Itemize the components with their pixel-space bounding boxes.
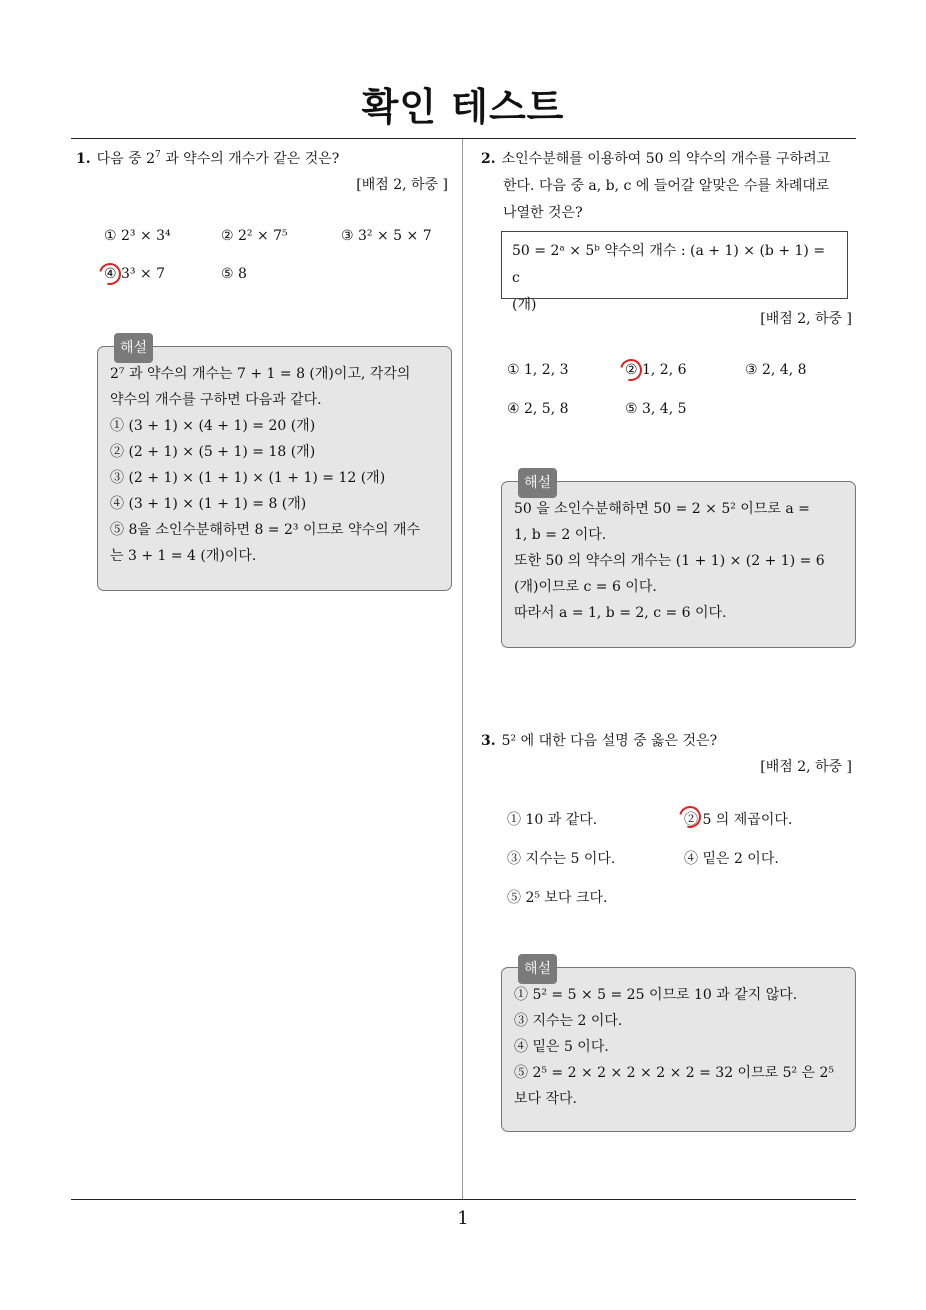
- solution-line: ① (3 + 1) × (4 + 1) = 20 (개): [110, 418, 316, 434]
- question-1: [76, 146, 339, 173]
- solution-line: 또한 50 의 약수의 개수는 (1 + 1) × (2 + 1) = 6: [514, 553, 825, 569]
- question-text-pre: 다음 중 2: [96, 151, 156, 167]
- solution-line: 2⁷ 과 약수의 개수는 7 + 1 = 8 (개)이고, 각각의: [110, 366, 411, 382]
- q2-option-5[interactable]: ⑤ 3, 4, 5: [625, 401, 687, 417]
- question-number: 1.: [76, 151, 91, 167]
- page-number: 1: [457, 1208, 469, 1229]
- question-2: [481, 146, 861, 227]
- solution-line: (개)이므로 c = 6 이다.: [514, 579, 657, 595]
- question-text: 한다. 다음 중 a, b, c 에 들어갈 알맞은 수를 차례대로: [503, 178, 830, 194]
- question-text: 소인수분해를 이용하여 50 의 약수의 개수를 구하려고: [501, 151, 831, 167]
- top-rule: [71, 138, 856, 139]
- q2-option-1[interactable]: ① 1, 2, 3: [507, 362, 569, 378]
- column-divider: [462, 139, 463, 1200]
- solution-line: 는 3 + 1 = 4 (개)이다.: [110, 548, 257, 564]
- solution-line: ④ (3 + 1) × (1 + 1) = 8 (개): [110, 496, 307, 512]
- q2-solution-box: [501, 475, 856, 648]
- q1-option-2[interactable]: ② 2² × 7⁵: [221, 228, 288, 244]
- bottom-rule: [71, 1199, 856, 1200]
- q3-solution-box: [501, 961, 856, 1132]
- solution-line: ⑤ 8을 소인수분해하면 8 = 2³ 이므로 약수의 개수: [110, 522, 421, 538]
- question-text: 5² 에 대한 다음 설명 중 옳은 것은?: [501, 733, 718, 749]
- solution-line: 보다 작다.: [514, 1091, 577, 1107]
- question-3: [481, 728, 717, 755]
- question-number: 2.: [481, 151, 496, 167]
- q1-option-5[interactable]: ⑤ 8: [221, 266, 247, 282]
- solution-line: 따라서 a = 1, b = 2, c = 6 이다.: [514, 605, 727, 621]
- q3-option-1[interactable]: ① 10 과 같다.: [507, 812, 598, 828]
- solution-line: ③ 지수는 2 이다.: [514, 1013, 623, 1029]
- q3-option-5[interactable]: ⑤ 2⁵ 보다 크다.: [507, 890, 608, 906]
- solution-label: 해설: [518, 954, 557, 984]
- q3-option-3[interactable]: ③ 지수는 5 이다.: [507, 851, 616, 867]
- solution-line: 약수의 개수를 구하면 다음과 같다.: [110, 392, 322, 408]
- solution-line: ① 5² = 5 × 5 = 25 이므로 10 과 같지 않다.: [514, 987, 798, 1003]
- answer-mark-icon: [616, 355, 646, 385]
- solution-label: 해설: [518, 468, 557, 498]
- solution-line: ② (2 + 1) × (5 + 1) = 18 (개): [110, 444, 316, 460]
- q3-option-4[interactable]: ④ 밑은 2 이다.: [684, 851, 779, 867]
- q1-option-1[interactable]: ① 2³ × 3⁴: [104, 228, 171, 244]
- q3-option-2[interactable]: ② 5 의 제곱이다.: [684, 812, 793, 828]
- q1-solution-box: [97, 340, 452, 591]
- solution-line: 50 을 소인수분해하면 50 = 2 × 5² 이므로 a =: [514, 501, 810, 517]
- answer-mark-icon: [95, 259, 125, 289]
- solution-line: ⑤ 2⁵ = 2 × 2 × 2 × 2 × 2 = 32 이므로 5² 은 2⁵: [514, 1065, 835, 1081]
- q2-given-box: [501, 231, 848, 313]
- q2-option-2[interactable]: ② 1, 2, 6: [625, 362, 687, 378]
- given-line: 50 = 2ᵃ × 5ᵇ 약수의 개수 : (a + 1) × (b + 1) = c: [512, 243, 826, 286]
- q1-option-3[interactable]: ③ 3² × 5 × 7: [341, 228, 432, 244]
- q2-option-4[interactable]: ④ 2, 5, 8: [507, 401, 569, 417]
- solution-line: ④ 밑은 5 이다.: [514, 1039, 609, 1055]
- solution-line: 1, b = 2 이다.: [514, 527, 607, 543]
- question-text-sup: 7: [155, 150, 161, 160]
- q2-option-3[interactable]: ③ 2, 4, 8: [745, 362, 807, 378]
- solution-line: ③ (2 + 1) × (1 + 1) × (1 + 1) = 12 (개): [110, 470, 386, 486]
- question-3-meta: [배점 2, 하중 ]: [760, 759, 852, 775]
- question-number: 3.: [481, 733, 496, 749]
- given-line: (개): [512, 297, 537, 313]
- q1-option-4[interactable]: ④ 3³ × 7: [104, 266, 166, 282]
- question-1-meta: [배점 2, 하중 ]: [356, 177, 448, 193]
- page-title: 확인 테스트: [361, 85, 565, 129]
- question-text: 나열한 것은?: [503, 205, 583, 221]
- question-2-meta: [배점 2, 하중 ]: [760, 311, 852, 327]
- solution-label: 해설: [114, 333, 153, 363]
- question-text-post: 과 약수의 개수가 같은 것은?: [160, 151, 340, 167]
